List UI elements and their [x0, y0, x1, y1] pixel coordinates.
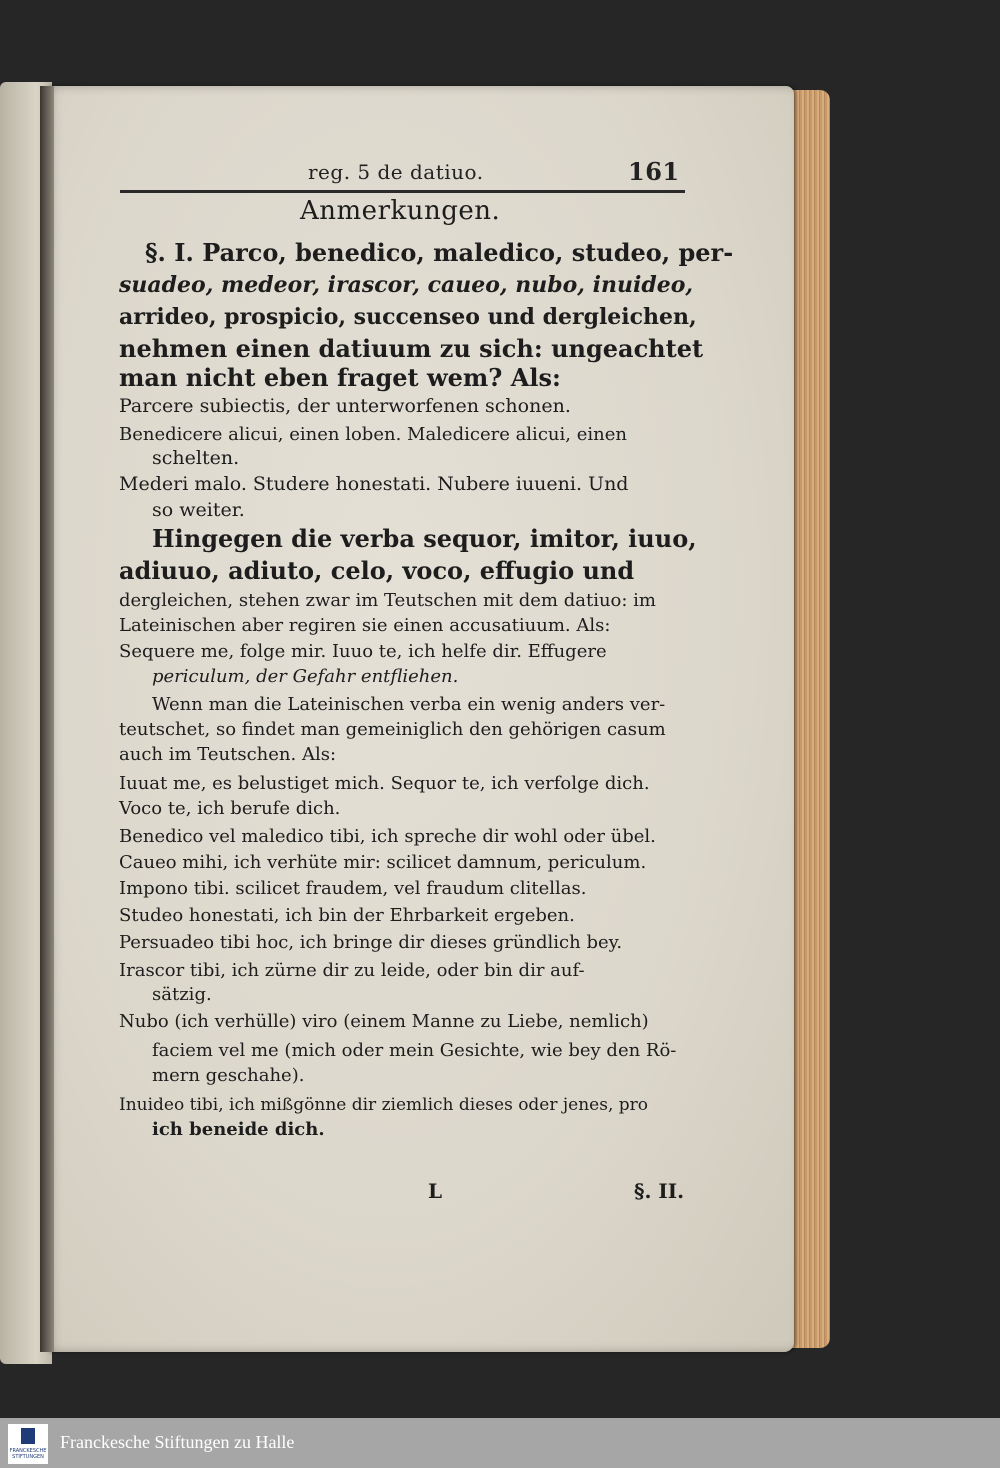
text-line: Voco te, ich berufe dich.	[119, 798, 341, 819]
text-line: Benedico vel maledico tibi, ich spreche dir wohl oder übel.	[119, 826, 656, 847]
text-line: faciem vel me (mich oder mein Gesichte, wie bey den Rö-	[152, 1040, 677, 1061]
text-line: Sequere me, folge mir. Iuuo te, ich helfe dir. Effugere	[119, 641, 607, 662]
institution-logo	[8, 1424, 48, 1464]
text-line: suadeo, medeor, irascor, caueo, nubo, inuideo,	[119, 272, 694, 298]
catchword: §. II.	[634, 1179, 685, 1203]
text-line: teutschet, so findet man gemeiniglich den gehörigen casum	[119, 719, 666, 740]
building-icon	[21, 1428, 35, 1444]
text-line: Caueo mihi, ich verhüte mir: scilicet damnum, periculum.	[119, 852, 647, 873]
text-line: Inuideo tibi, ich mißgönne dir ziemlich dieses oder jenes, pro	[119, 1095, 649, 1115]
text-line: §. I. Parco, benedico, maledico, studeo, per-	[145, 238, 734, 267]
page-gutter	[40, 86, 54, 1352]
text-line: Benedicere alicui, einen loben. Maledicere alicui, einen	[119, 424, 627, 445]
text-line: Mederi malo. Studere honestati. Nubere iuueni. Und	[119, 473, 629, 495]
text-line: arrideo, prospicio, succenseo und dergleichen,	[119, 304, 697, 330]
text-line: Irascor tibi, ich zürne dir zu leide, oder bin dir auf-	[119, 960, 585, 981]
signature-mark: L	[428, 1179, 443, 1203]
text-line: sätzig.	[152, 984, 212, 1005]
text-line: ich beneide dich.	[152, 1119, 325, 1140]
text-line: so weiter.	[152, 499, 245, 521]
text-line: dergleichen, stehen zwar im Teutschen mit dem datiuo: im	[119, 590, 657, 611]
text-line: schelten.	[152, 447, 240, 469]
text-line: Nubo (ich verhülle) viro (einem Manne zu Liebe, nemlich)	[119, 1011, 649, 1032]
text-line: Wenn man die Lateinischen verba ein wenig anders ver-	[152, 694, 666, 715]
header-rule	[120, 190, 685, 193]
text-line: Hingegen die verba sequor, imitor, iuuo,	[152, 524, 697, 553]
text-line: adiuuo, adiuto, celo, voco, effugio und	[119, 556, 635, 585]
institution-name: Franckesche Stiftungen zu Halle	[60, 1432, 295, 1452]
logo-text: FRANCKESCHE STIFTUNGEN	[9, 1448, 47, 1460]
text-line: man nicht eben fraget wem? Als:	[119, 363, 561, 392]
text-line: Impono tibi. scilicet fraudem, vel fraudum clitellas.	[119, 878, 587, 899]
text-line: Studeo honestati, ich bin der Ehrbarkeit ergeben.	[119, 905, 575, 926]
section-heading: Anmerkungen.	[300, 196, 501, 226]
page-number: 161	[628, 157, 680, 186]
text-line: mern geschahe).	[152, 1065, 305, 1086]
text-line: Parcere subiectis, der unterworfenen schonen.	[119, 395, 571, 417]
text-line: Iuuat me, es belustiget mich. Sequor te, ich verfolge dich.	[119, 773, 650, 794]
text-line: periculum, der Gefahr entfliehen.	[152, 666, 459, 687]
text-line: auch im Teutschen. Als:	[119, 744, 337, 765]
running-title: reg. 5 de datiuo.	[308, 160, 484, 184]
text-line: Lateinischen aber regiren sie einen accusatiuum. Als:	[119, 615, 611, 636]
text-line: nehmen einen datiuum zu sich: ungeachtet	[119, 334, 704, 363]
text-line: Persuadeo tibi hoc, ich bringe dir dieses gründlich bey.	[119, 932, 623, 953]
